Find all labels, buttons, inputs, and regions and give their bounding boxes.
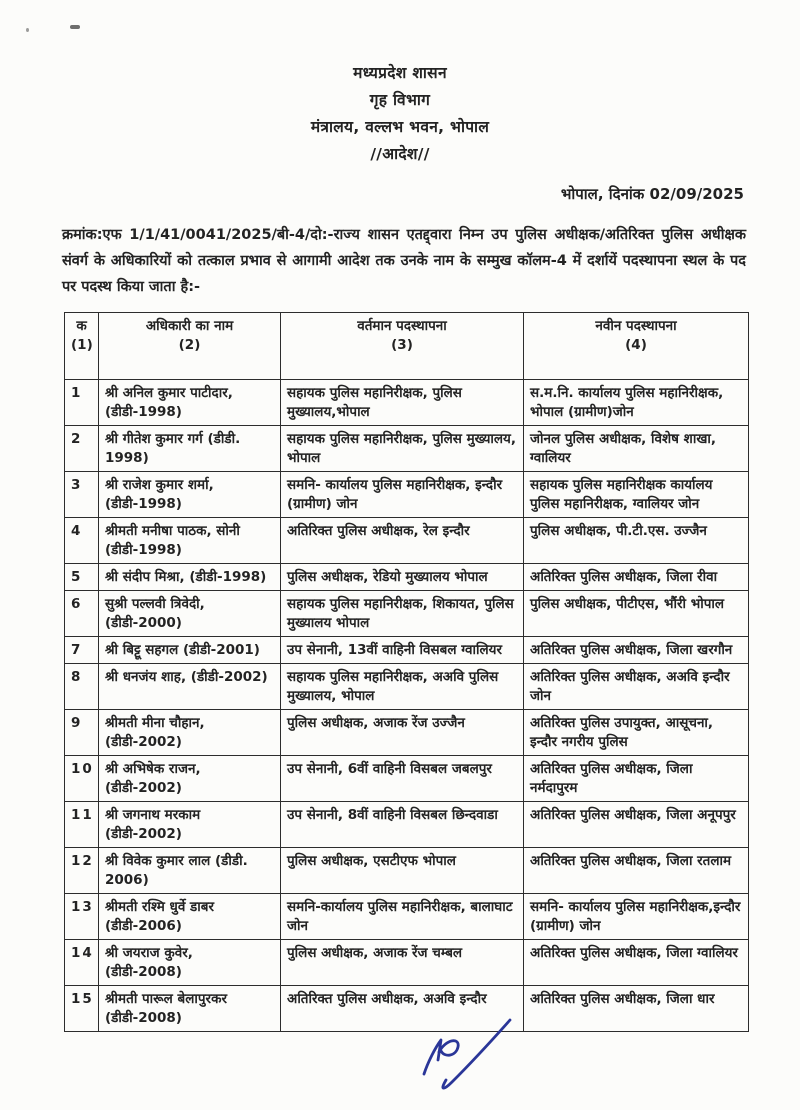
- document-header: [0, 0, 800, 168]
- current-posting: सहायक पुलिस महानिरीक्षक, पुलिस मुख्यालय,भोपाल: [281, 380, 524, 426]
- current-posting: सहायक पुलिस महानिरीक्षक, शिकायत, पुलिस मुख्यालय भोपाल: [281, 591, 524, 637]
- current-posting: उप सेनानी, 8वीं वाहिनी विसबल छिन्दवाडा: [281, 802, 524, 848]
- officer-name: श्री गीतेश कुमार गर्ग (डीडी. 1998): [99, 426, 281, 472]
- table-row: [65, 940, 749, 986]
- row-serial: 7: [65, 637, 99, 664]
- new-posting: अतिरिक्त पुलिस अधीक्षक, जिला अनूपपुर: [524, 802, 749, 848]
- table-row: [65, 664, 749, 710]
- table-row: [65, 472, 749, 518]
- row-serial: 8: [65, 664, 99, 710]
- row-serial: 6: [65, 591, 99, 637]
- table-row: [65, 518, 749, 564]
- current-posting: समनि-कार्यालय पुलिस महानिरीक्षक, बालाघाट जोन: [281, 894, 524, 940]
- table-body: [65, 380, 749, 1032]
- scan-speck: [26, 28, 29, 32]
- new-posting: अतिरिक्त पुलिस अधीक्षक, जिला नर्मदापुरम: [524, 756, 749, 802]
- row-serial: 1: [65, 380, 99, 426]
- new-posting: समनि- कार्यालय पुलिस महानिरीक्षक,इन्दौर (ग्रामीण) जोन: [524, 894, 749, 940]
- table-row: [65, 380, 749, 426]
- officer-name: श्री अनिल कुमार पाटीदार, (डीडी-1998): [99, 380, 281, 426]
- table-header-row: [65, 313, 749, 380]
- current-posting: पुलिस अधीक्षक, अजाक रेंज चम्बल: [281, 940, 524, 986]
- officer-name: श्री जगनाथ मरकाम (डीडी-2002): [99, 802, 281, 848]
- table-row: [65, 426, 749, 472]
- row-serial: 5: [65, 564, 99, 591]
- officer-name: श्री राजेश कुमार शर्मा, (डीडी-1998): [99, 472, 281, 518]
- row-serial: 12: [65, 848, 99, 894]
- new-posting: अतिरिक्त पुलिस अधीक्षक, अअवि इन्दौर जोन: [524, 664, 749, 710]
- row-serial: 13: [65, 894, 99, 940]
- table-row: [65, 894, 749, 940]
- new-posting: अतिरिक्त पुलिस उपायुक्त, आसूचना, इन्दौर नगरीय पुलिस: [524, 710, 749, 756]
- table-row: [65, 637, 749, 664]
- table-row: [65, 564, 749, 591]
- officer-name: श्री संदीप मिश्रा, (डीडी-1998): [99, 564, 281, 591]
- current-posting: सहायक पुलिस महानिरीक्षक, पुलिस मुख्यालय, भोपाल: [281, 426, 524, 472]
- new-posting: पुलिस अधीक्षक, पी.टी.एस. उज्जैन: [524, 518, 749, 564]
- officer-name: श्रीमती मीना चौहान, (डीडी-2002): [99, 710, 281, 756]
- order-paragraph: क्रमांक:एफ 1/1/41/0041/2025/बी-4/दो:-राज्य शासन एतद्द्वारा निम्न उप पुलिस अधीक्षक/अतिरिक्त पुलिस अधीक्षक संवर्ग के अधिकारियों को तत्काल प्रभाव से आगामी आदेश तक उनके नाम के सम्मुख कॉलम-4 में दर्शायें पदस्थापना स्थल के पद पर पदस्थ किया जाता है:-: [62, 227, 746, 295]
- current-posting: अतिरिक्त पुलिस अधीक्षक, अअवि इन्दौर: [281, 986, 524, 1032]
- current-posting: अतिरिक्त पुलिस अधीक्षक, रेल इन्दौर: [281, 518, 524, 564]
- transfer-table: [64, 312, 749, 1032]
- table-row: [65, 591, 749, 637]
- header-current-posting: वर्तमान पदस्थापना (3): [281, 313, 524, 380]
- office-address: मंत्रालय, वल्लभ भवन, भोपाल: [310, 118, 490, 136]
- officer-name: श्री जयराज कुवेर, (डीडी-2008): [99, 940, 281, 986]
- officer-name: श्री बिट्टू सहगल (डीडी-2001): [99, 637, 281, 664]
- row-serial: 11: [65, 802, 99, 848]
- new-posting: सहायक पुलिस महानिरीक्षक कार्यालय पुलिस महानिरीक्षक, ग्वालियर जोन: [524, 472, 749, 518]
- current-posting: पुलिस अधीक्षक, एसटीएफ भोपाल: [281, 848, 524, 894]
- officer-name: सुश्री पल्लवी त्रिवेदी, (डीडी-2000): [99, 591, 281, 637]
- row-serial: 14: [65, 940, 99, 986]
- header-new-posting: नवीन पदस्थापना (4): [524, 313, 749, 380]
- new-posting: जोनल पुलिस अधीक्षक, विशेष शाखा, ग्वालियर: [524, 426, 749, 472]
- scan-speck: [70, 25, 80, 29]
- current-posting: पुलिस अधीक्षक, रेडियो मुख्यालय भोपाल: [281, 564, 524, 591]
- officer-name: श्रीमती पारूल बेलापुरकर (डीडी-2008): [99, 986, 281, 1032]
- new-posting: अतिरिक्त पुलिस अधीक्षक, जिला धार: [524, 986, 749, 1032]
- header-serial: क (1): [65, 313, 99, 380]
- table-row: [65, 848, 749, 894]
- table-row: [65, 710, 749, 756]
- row-serial: 4: [65, 518, 99, 564]
- current-posting: उप सेनानी, 6वीं वाहिनी विसबल जबलपुर: [281, 756, 524, 802]
- table-row: [65, 986, 749, 1032]
- new-posting: अतिरिक्त पुलिस अधीक्षक, जिला खरगौन: [524, 637, 749, 664]
- row-serial: 9: [65, 710, 99, 756]
- new-posting: पुलिस अधीक्षक, पीटीएस, भौंरी भोपाल: [524, 591, 749, 637]
- current-posting: समनि- कार्यालय पुलिस महानिरीक्षक, इन्दौर (ग्रामीण) जोन: [281, 472, 524, 518]
- new-posting: अतिरिक्त पुलिस अधीक्षक, जिला रीवा: [524, 564, 749, 591]
- table-row: [65, 802, 749, 848]
- place-date-line: भोपाल, दिनांक 02/09/2025: [560, 185, 744, 203]
- officer-name: श्री धनजंय शाह, (डीडी-2002): [99, 664, 281, 710]
- officer-name: श्री विवेक कुमार लाल (डीडी. 2006): [99, 848, 281, 894]
- officer-name: श्रीमती रश्मि धुर्वे डाबर (डीडी-2006): [99, 894, 281, 940]
- officer-name: श्री अभिषेक राजन, (डीडी-2002): [99, 756, 281, 802]
- department-name: गृह विभाग: [369, 91, 431, 109]
- current-posting: उप सेनानी, 13वीं वाहिनी विसबल ग्वालियर: [281, 637, 524, 664]
- row-serial: 15: [65, 986, 99, 1032]
- new-posting: स.म.नि. कार्यालय पुलिस महानिरीक्षक, भोपाल (ग्रामीण)जोन: [524, 380, 749, 426]
- order-title: //आदेश//: [370, 145, 430, 163]
- current-posting: सहायक पुलिस महानिरीक्षक, अअवि पुलिस मुख्यालय, भोपाल: [281, 664, 524, 710]
- row-serial: 10: [65, 756, 99, 802]
- row-serial: 3: [65, 472, 99, 518]
- officer-name: श्रीमती मनीषा पाठक, सोनी (डीडी-1998): [99, 518, 281, 564]
- new-posting: अतिरिक्त पुलिस अधीक्षक, जिला ग्वालियर: [524, 940, 749, 986]
- header-officer-name: अधिकारी का नाम (2): [99, 313, 281, 380]
- table-row: [65, 756, 749, 802]
- row-serial: 2: [65, 426, 99, 472]
- government-name: मध्यप्रदेश शासन: [353, 64, 447, 82]
- current-posting: पुलिस अधीक्षक, अजाक रेंज उज्जैन: [281, 710, 524, 756]
- new-posting: अतिरिक्त पुलिस अधीक्षक, जिला रतलाम: [524, 848, 749, 894]
